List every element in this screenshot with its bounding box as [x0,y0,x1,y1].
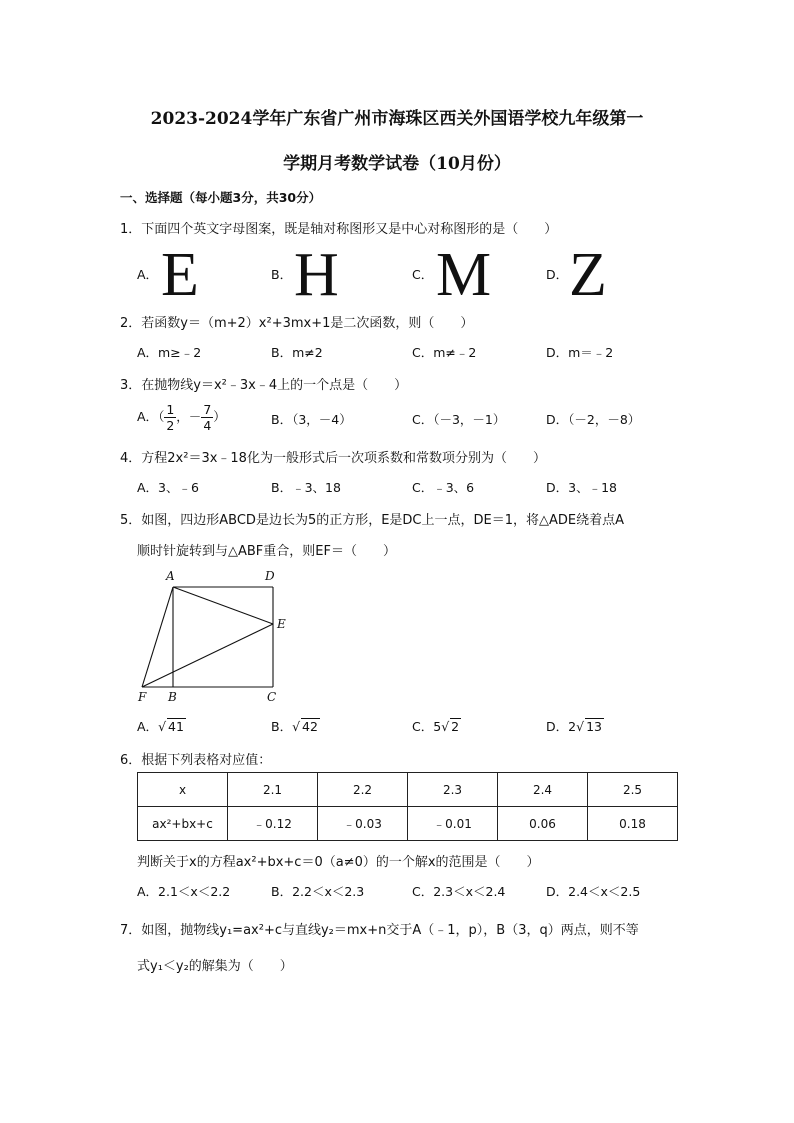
q3-fraction-1-denominator: 2 [166,418,175,433]
table-cell: 2.1 [228,773,318,807]
q5-option-c-radicand: 2 [451,719,460,734]
q6-option-c: C．2.3＜x＜2.4 [412,884,506,899]
question-3-stem: 3．在抛物线y＝x²﹣3x﹣4上的一个点是（ ） [120,378,408,393]
q3-fraction-2 [201,402,213,433]
table-cell: 0.18 [588,807,678,841]
q1-option-d-label: D． [546,267,569,282]
q5-option-d-radical-sign: √ [576,719,585,734]
table-cell: ﹣0.01 [408,807,498,841]
q1-option-b-label: B． [271,267,293,282]
question-7-stem-line1: 7．如图，抛物线y₁=ax²+c与直线y₂＝mx+n交于A（﹣1，p），B（3，q）两点，则不等 [120,923,639,938]
q4-option-c: C．﹣3、6 [412,480,475,495]
q3-option-a-minus: － [188,409,202,424]
table-row [138,773,678,807]
q5-option-c [412,717,461,735]
q4-option-d: D．3、﹣18 [546,480,617,495]
segment-ae [173,587,273,624]
paper-title-line2: 学期月考数学试卷（10月份） [283,154,511,174]
segment-fe [142,624,273,687]
question-1-stem: 1．下面四个英文字母图案，既是轴对称图形又是中心对称图形的是（ ） [120,222,558,237]
table-cell: 2.5 [588,773,678,807]
point-label-c: C [267,690,277,704]
point-label-d: D [265,569,275,583]
question-5-stem-line2: 顺时针旋转到与△ABF重合，则EF＝（ ） [137,544,396,559]
q5-option-a-label: A． [137,719,159,734]
q5-option-c-label: C． [412,719,434,734]
q1-option-d-glyph: Z [569,241,607,309]
segment-af [142,587,173,687]
q2-option-d: D．m＝﹣2 [546,345,614,360]
q2-option-c: C．m≠﹣2 [412,345,477,360]
q1-option-b-glyph: H [294,241,339,309]
q5-option-c-coef: 5 [433,719,442,734]
point-label-b: B [168,690,177,704]
q5-option-d-radicand: 13 [586,719,602,734]
q5-option-d-label: D． [546,719,569,734]
q3-option-b: B．（3，－4） [271,412,352,427]
question-5-stem-line1: 5．如图，四边形ABCD是边长为5的正方形，E是DC上一点，DE＝1，将△ADE绕着点A [120,513,625,528]
table-cell: 2.4 [498,773,588,807]
q3-fraction-1 [164,402,176,433]
q4-option-a: A．3、﹣6 [137,480,199,495]
value-table [137,772,678,841]
q5-option-d-coef: 2 [568,719,577,734]
q5-option-a-radical-sign: √ [158,719,167,734]
q5-option-b-radical-sign: √ [292,719,301,734]
q5-option-a-radicand: 41 [168,719,184,734]
q3-option-a [137,402,226,433]
table-cell: 2.2 [318,773,408,807]
table-cell: ax²+bx+c [138,807,228,841]
q3-fraction-2-denominator: 4 [203,418,212,433]
point-label-a: A [166,569,175,583]
q6-option-a: A．2.1＜x＜2.2 [137,884,231,899]
point-label-e: E [277,617,286,631]
paper-title-line1: 2023-2024学年广东省广州市海珠区西关外国语学校九年级第一 [150,109,644,129]
table-cell: x [138,773,228,807]
table-cell: 2.3 [408,773,498,807]
q5-option-b-label: B． [271,719,293,734]
q5-option-b-radicand: 42 [302,719,318,734]
question-4-stem: 4．方程2x²＝3x﹣18化为一般形式后一次项系数和常数项分别为（ ） [120,451,546,466]
q6-option-d: D．2.4＜x＜2.5 [546,884,641,899]
q4-option-b: B．﹣3、18 [271,480,341,495]
q1-option-c-label: C． [412,267,434,282]
table-cell: ﹣0.12 [228,807,318,841]
question-2-stem: 2．若函数y＝（m+2）x²+3mx+1是二次函数，则（ ） [120,316,474,331]
q5-option-b [271,717,320,735]
q1-option-a-glyph: E [161,241,199,309]
square-rotation-figure [130,565,300,705]
q3-fraction-1-numerator: 1 [166,402,175,417]
table-row [138,807,678,841]
q3-option-a-label: A． [137,409,159,424]
question-6-stem-line2: 判断关于x的方程ax²+bx+c＝0（a≠0）的一个解x的范围是（ ） [137,855,540,870]
point-label-f: F [138,690,147,704]
q3-option-a-open: （ [158,409,165,424]
q3-option-d: D．（－2，－8） [546,412,641,427]
q6-option-b: B．2.2＜x＜2.3 [271,884,365,899]
q2-option-b: B．m≠2 [271,345,323,360]
question-6-stem: 6．根据下列表格对应值： [120,753,272,768]
q3-fraction-2-numerator: 7 [203,402,212,417]
q5-option-a [137,717,186,735]
question-7-stem-line2: 式y₁＜y₂的解集为（ ） [137,959,293,974]
q5-option-c-radical-sign: √ [441,719,450,734]
table-cell: ﹣0.03 [318,807,408,841]
q2-option-a: A．m≥﹣2 [137,345,202,360]
q1-option-a-label: A． [137,267,159,282]
q3-option-a-separator: ， [176,409,189,424]
table-cell: 0.06 [498,807,588,841]
q1-option-c-glyph: M [436,241,492,309]
section-heading: 一、选择题（每小题3分，共30分） [120,190,322,205]
q5-option-d [546,717,604,735]
q3-option-a-close: ） [213,409,226,424]
q3-option-c: C．（－3，－1） [412,412,506,427]
